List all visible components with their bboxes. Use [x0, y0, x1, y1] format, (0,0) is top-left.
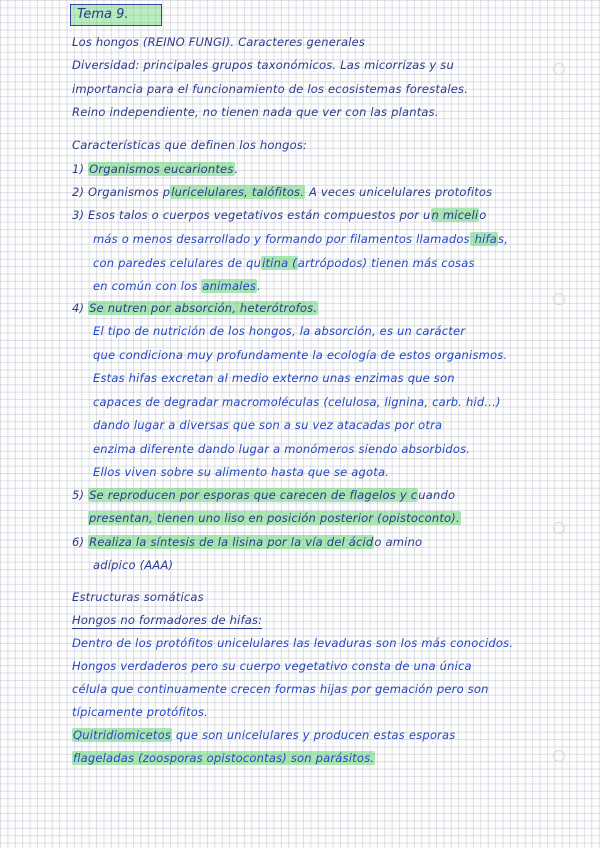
- highlighted-text: presentan, tienen uno liso en posición posterior (opistoconto).: [89, 511, 460, 525]
- note-line: Hongos verdaderos pero su cuerpo vegetativo consta de una única: [72, 659, 472, 673]
- note-line: más o menos desarrollado y formando por filamentos llamados hifas,: [93, 232, 509, 246]
- highlighted-text: Se nutren por absorción, heterótrofos.: [89, 301, 318, 315]
- note-line: 4) Se nutren por absorción, heterótrofos.: [72, 301, 318, 315]
- note-line: célula que continuamente crecen formas hijas por gemación pero son: [72, 682, 489, 696]
- note-line: Hongos no formadores de hifas:: [72, 613, 263, 627]
- note-line: con paredes celulares de quitina (artrópodos) tienen más cosas: [93, 256, 475, 270]
- highlighted-text: itina (: [262, 256, 297, 270]
- note-line: adípico (AAA): [93, 558, 174, 572]
- binder-hole-icon: [553, 293, 565, 305]
- binder-hole-icon: [553, 522, 565, 534]
- note-line: Quitridiomicetos que son unicelulares y producen estas esporas: [73, 728, 456, 742]
- note-line: 1) Organismos eucariontes.: [72, 162, 239, 176]
- note-line: [88, 510, 461, 526]
- highlighted-text: Quitridiomicetos: [73, 728, 172, 742]
- note-line: [72, 750, 375, 766]
- highlighted-text: animales: [202, 279, 257, 293]
- note-line: Ellos viven sobre su alimento hasta que se agota.: [93, 465, 390, 479]
- highlighted-text: flageladas (zoosporas opistocontas) son parásitos.: [73, 751, 375, 765]
- highlighted-text: Realiza la síntesis de la lisina por la vía del ácid: [89, 535, 374, 549]
- note-line: Reino independiente, no tienen nada que ver con las plantas.: [72, 105, 439, 119]
- note-line: típicamente protófitos.: [72, 705, 209, 719]
- note-line: dando lugar a diversas que son a su vez atacadas por otra: [93, 418, 443, 432]
- binder-hole-icon: [553, 63, 565, 75]
- note-line: 2) Organismos pluricelulares, talófitos. A veces unicelulares protofitos: [72, 185, 493, 199]
- note-line: capaces de degradar macromoléculas (celulosa, lignina, carb. hid...): [93, 395, 501, 409]
- note-line: 3) Esos talos o cuerpos vegetativos están compuestos por un micelio: [72, 208, 487, 222]
- highlighted-text: Organismos eucariontes: [89, 162, 234, 176]
- highlighted-text: Se reproducen por esporas que carecen de flagelos y c: [89, 488, 418, 502]
- page-title: Tema 9.: [70, 4, 162, 26]
- highlighted-text: hifa: [470, 232, 498, 246]
- highlighted-text: luricelulares, talófitos.: [171, 185, 305, 199]
- note-line: Dentro de los protófitos unicelulares las levaduras son los más conocidos.: [72, 636, 514, 650]
- highlighted-text: n miceli: [431, 208, 479, 222]
- note-line: importancia para el funcionamiento de los ecosistemas forestales.: [72, 82, 469, 96]
- note-line: Estas hifas excretan al medio externo unas enzimas que son: [93, 371, 455, 385]
- note-line: Diversidad: principales grupos taxonómicos. Las micorrizas y su: [72, 58, 454, 72]
- note-line: Estructuras somáticas: [72, 590, 204, 604]
- binder-hole-icon: [553, 750, 565, 762]
- note-line: en común con los animales.: [93, 279, 261, 293]
- note-line: enzima diferente dando lugar a monómeros siendo absorbidos.: [93, 442, 471, 456]
- note-line: Características que definen los hongos:: [72, 138, 308, 152]
- note-line: 6) Realiza la síntesis de la lisina por la vía del ácido amino: [72, 535, 423, 549]
- note-line: Los hongos (REINO FUNGI). Caracteres generales: [72, 35, 366, 49]
- note-line: que condiciona muy profundamente la ecología de estos organismos.: [93, 348, 508, 362]
- note-line: El tipo de nutrición de los hongos, la absorción, es un carácter: [93, 324, 466, 338]
- note-line: 5) Se reproducen por esporas que carecen de flagelos y cuando: [72, 488, 456, 502]
